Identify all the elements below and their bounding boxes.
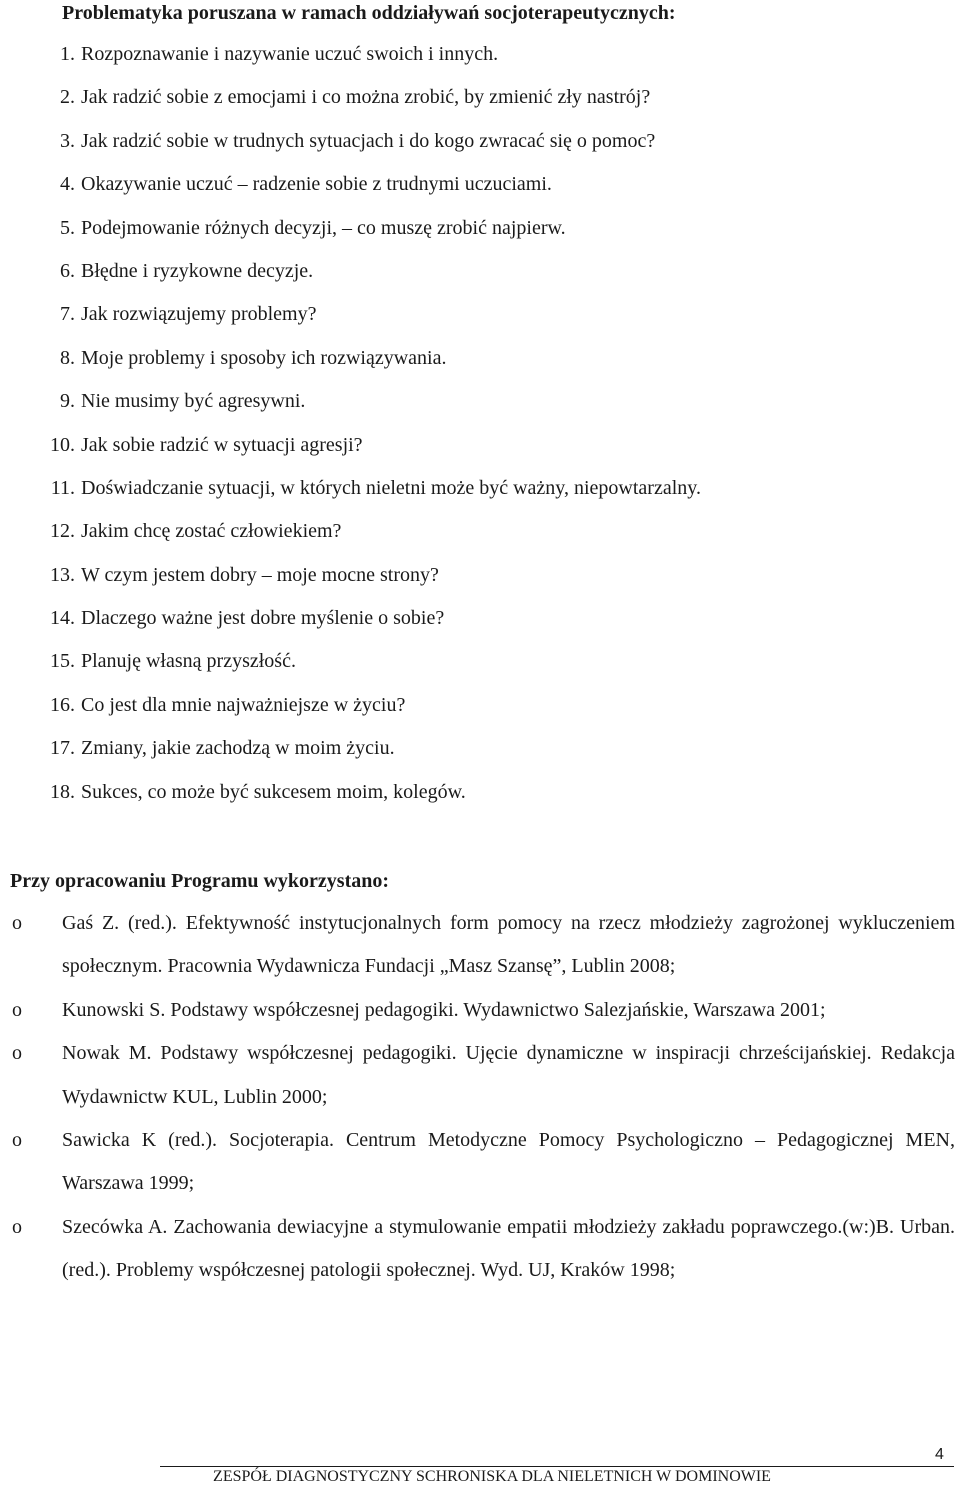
bullet-icon: o	[12, 998, 22, 1021]
reference-item: o Kunowski S. Podstawy współczesnej pedagogiki. Wydawnictwo Salezjańskie, Warszawa 2001;	[12, 989, 955, 1032]
reference-item: o Sawicka K (red.). Socjoterapia. Centrum Metodyczne Pomocy Psychologiczno – Pedagogicznej MEN, Warszawa 1999;	[12, 1119, 955, 1206]
list-item: 13. W czym jestem dobry – moje mocne strony?	[50, 563, 439, 586]
list-item: 1. Rozpoznawanie i nazywanie uczuć swoich i innych.	[60, 43, 499, 65]
list-item: 18. Sukces, co może być sukcesem moim, kolegów.	[50, 780, 466, 803]
list-item: 7. Jak rozwiązujemy problemy?	[60, 303, 317, 326]
list-item: 3. Jak radzić sobie w trudnych sytuacjach i do kogo zwracać się o pomoc?	[60, 129, 656, 152]
list-item: 17. Zmiany, jakie zachodzą w moim życiu.	[50, 737, 395, 760]
references-list	[12, 902, 955, 1293]
page-number-rule	[824, 1466, 954, 1467]
reference-item: o Szecówka A. Zachowania dewiacyjne a stymulowanie empatii młodzieży zakładu poprawczego.(w:)B. Urban. (red.). Problemy współczesnej patologii społecznej. Wyd. UJ, Kraków 1998;	[12, 1206, 955, 1293]
bullet-icon: o	[12, 912, 22, 934]
list-item: 14. Dlaczego ważne jest dobre myślenie o sobie?	[50, 607, 445, 630]
bullet-icon: o	[12, 1215, 22, 1238]
footer-divider	[160, 1466, 824, 1467]
bullet-icon: o	[12, 1129, 22, 1152]
reference-item: o Gaś Z. (red.). Efektywność instytucjonalnych form pomocy na rzecz młodzieży zagrożonej wykluczeniem społecznym. Pracownia Wydawnicza Fundacji „Masz Szansę”, Lublin 2008;	[12, 902, 955, 989]
references-heading: Przy opracowaniu Programu wykorzystano:	[10, 870, 390, 892]
section-heading: Problematyka poruszana w ramach oddziaływań socjoterapeutycznych:	[62, 2, 676, 24]
list-item: 2. Jak radzić sobie z emocjami i co można zrobić, by zmienić zły nastrój?	[60, 86, 651, 109]
footer-text: ZESPÓŁ DIAGNOSTYCZNY SCHRONISKA DLA NIELETNICH W DOMINOWIE	[213, 1468, 771, 1485]
list-item: 15. Planuję własną przyszłość.	[50, 650, 296, 673]
list-item: 4. Okazywanie uczuć – radzenie sobie z trudnymi uczuciami.	[60, 173, 552, 196]
topics-list	[30, 33, 930, 814]
page-number: 4	[935, 1446, 944, 1463]
list-item: 16. Co jest dla mnie najważniejsze w życiu?	[50, 693, 406, 716]
list-item: 5. Podejmowanie różnych decyzji, – co muszę zrobić najpierw.	[60, 216, 566, 239]
list-item: 10. Jak sobie radzić w sytuacji agresji?	[50, 433, 363, 456]
reference-item: o Nowak M. Podstawy współczesnej pedagogiki. Ujęcie dynamiczne w inspiracji chrześcijańskiej. Redakcja Wydawnictw KUL, Lublin 2000;	[12, 1032, 955, 1119]
list-item: 11. Doświadczanie sytuacji, w których nieletni może być ważny, niepowtarzalny.	[50, 476, 701, 499]
list-item: 9. Nie musimy być agresywni.	[60, 390, 306, 413]
bullet-icon: o	[12, 1042, 22, 1065]
list-item: 6. Błędne i ryzykowne decyzje.	[60, 259, 314, 282]
list-item: 12. Jakim chcę zostać człowiekiem?	[50, 520, 342, 543]
list-item: 8. Moje problemy i sposoby ich rozwiązywania.	[60, 346, 447, 369]
